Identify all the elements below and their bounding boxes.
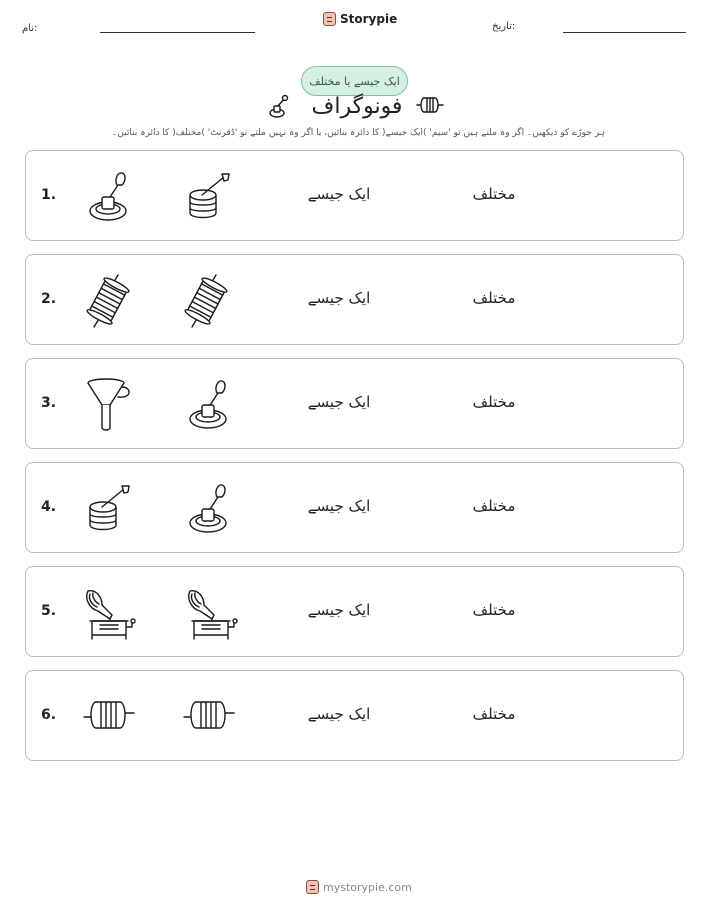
crank-icon (268, 95, 290, 119)
different-option[interactable]: مختلف (472, 393, 516, 411)
funnel-icon (84, 375, 136, 433)
spring-spool-icon (184, 271, 234, 329)
storypie-mascot-icon (323, 12, 336, 26)
row-number: 6. (41, 707, 57, 723)
same-option[interactable]: ایک جیسے (307, 289, 371, 307)
same-option[interactable]: ایک جیسے (307, 393, 371, 411)
row-number: 3. (41, 395, 57, 411)
row-number: 2. (41, 291, 57, 307)
row-number: 1. (41, 187, 57, 203)
brand-name: Storypie (340, 12, 398, 26)
same-option[interactable]: ایک جیسے (307, 185, 371, 203)
same-option[interactable]: ایک جیسے (307, 705, 371, 723)
name-label: نام: (22, 23, 38, 34)
crank-icon (84, 169, 136, 225)
different-option[interactable]: مختلف (472, 601, 516, 619)
instructions: ہر جوڑے کو دیکھیں۔ اگر وہ ملتے ہیں تو 'سیم' )ایک جیسے( کا دائرہ بنائیں، یا اگر وہ نہیں ملتے تو 'ڈفرنٹ' )مختلف( کا دائرہ بنائیں۔ (112, 128, 605, 138)
brand-logo (323, 12, 397, 26)
page-title: فونوگراف (311, 94, 403, 119)
spool-lever-icon (184, 171, 234, 223)
storypie-mascot-icon (306, 880, 319, 894)
cylinder-icon (182, 697, 238, 733)
date-line[interactable] (563, 32, 686, 33)
footer-site[interactable]: mystorypie.com (323, 880, 412, 894)
crank-icon (184, 375, 236, 433)
crank-icon (184, 479, 236, 537)
question-row-3 (25, 358, 684, 449)
question-row-6 (25, 670, 684, 761)
worksheet-type-badge: ایک جیسے یا مختلف (301, 66, 408, 96)
gramophone-icon (80, 585, 138, 641)
question-row-1 (25, 150, 684, 241)
cylinder-icon (82, 697, 138, 733)
date-label: تاریخ: (492, 21, 516, 32)
cylinder-icon (416, 96, 444, 114)
footer (306, 880, 412, 894)
same-option[interactable]: ایک جیسے (307, 497, 371, 515)
name-line[interactable] (100, 32, 255, 33)
spool-lever-icon (84, 483, 134, 535)
same-option[interactable]: ایک جیسے (307, 601, 371, 619)
question-row-4 (25, 462, 684, 553)
spring-spool-icon (86, 271, 136, 329)
different-option[interactable]: مختلف (472, 497, 516, 515)
question-row-2 (25, 254, 684, 345)
question-row-5 (25, 566, 684, 657)
different-option[interactable]: مختلف (472, 185, 516, 203)
different-option[interactable]: مختلف (472, 705, 516, 723)
gramophone-icon (182, 585, 240, 641)
different-option[interactable]: مختلف (472, 289, 516, 307)
row-number: 5. (41, 603, 57, 619)
row-number: 4. (41, 499, 57, 515)
